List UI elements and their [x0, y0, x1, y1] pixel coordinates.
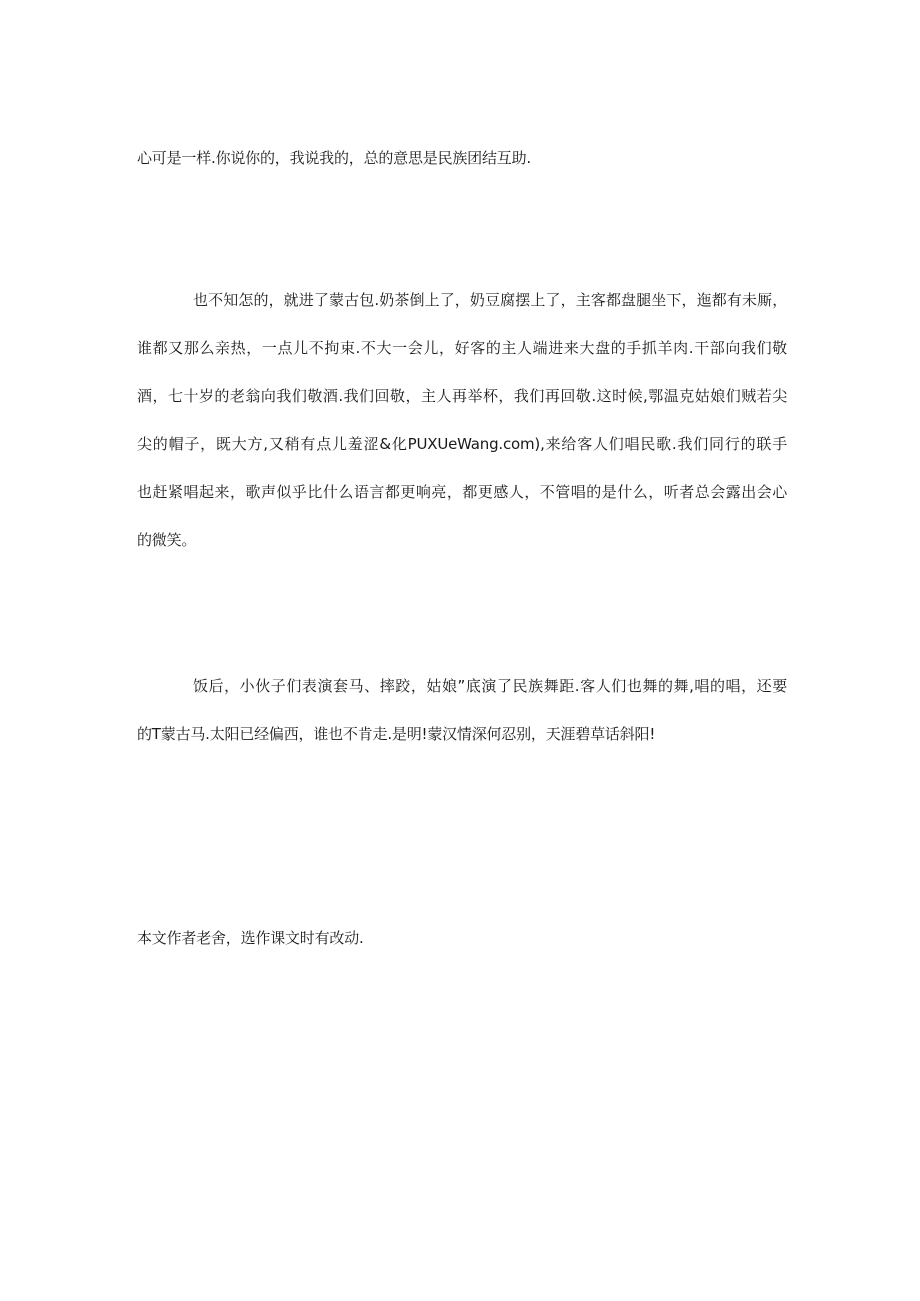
- paragraph-1-line: 也不知怎的，就进了蒙古包.奶茶倒上了，奶豆腐摆上了，主客都盘腿坐下，迤都有未厮，: [193, 291, 787, 309]
- paragraph-1-line: 酒，七十岁的老翁向我们敬酒.我们回敬，主人再举杯，我们再回敬.这时候,鄂温克姑娘们贼若尖: [137, 387, 787, 405]
- top-line: 心可是一样.你说你的，我说我的，总的意思是民族团结互助.: [137, 149, 531, 167]
- paragraph-2-line: 的T蒙古马.太阳已经偏西，谁也不肯走.是明!蒙汉情深何忍别，天涯碧草话斜阳!: [137, 725, 656, 743]
- author-note: 本文作者老舍，选作课文时有改动.: [137, 929, 364, 947]
- paragraph-2-line: 饭后，小伙子们表演套马、摔跤，姑娘”底演了民族舞距.客人们也舞的舞,唱的唱，还要: [193, 677, 787, 695]
- paragraph-1-line: 尖的帽子，既大方,又稍有点儿羞涩&化PUXUeWang.com),来给客人们唱民歌.我们同行的联手: [137, 435, 787, 453]
- paragraph-1-line: 谁都又那么亲热，一点儿不拘束.不大一会儿，好客的主人端进来大盘的手抓羊肉.干部向我们敬: [137, 339, 787, 357]
- paragraph-1-line: 也赶紧唱起来，歌声似乎比什么语言都更响亮，都更感人，不管唱的是什么，听者总会露出会心: [137, 483, 787, 501]
- paragraph-1-line: 的微笑。: [137, 531, 197, 549]
